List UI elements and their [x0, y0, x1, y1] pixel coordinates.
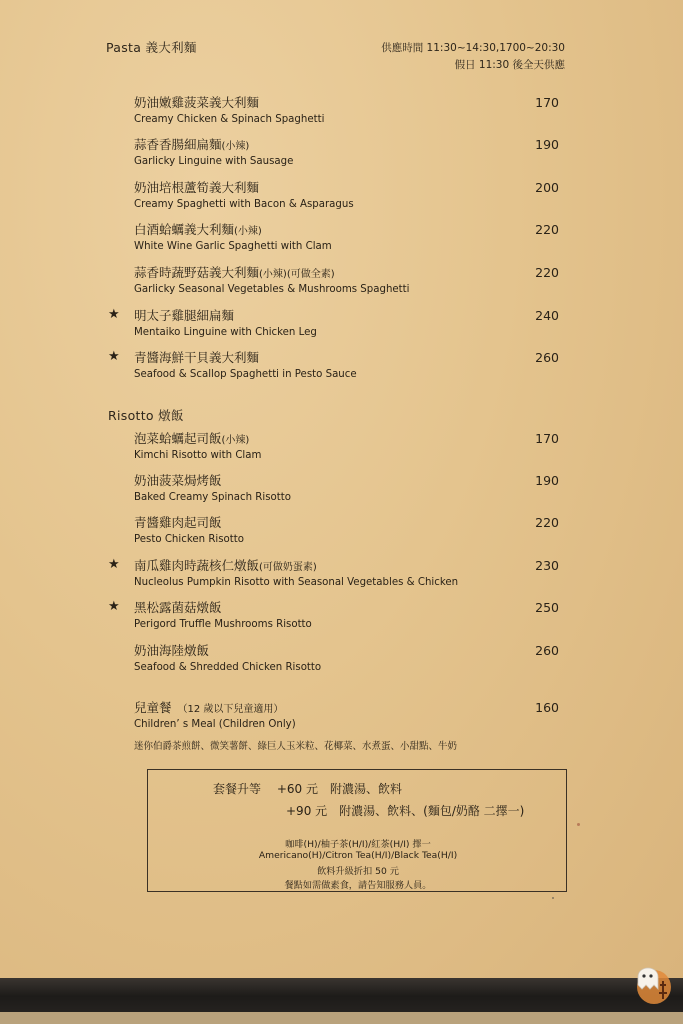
- pasta-item: [134, 350, 564, 382]
- pasta-item: [134, 95, 564, 127]
- kids-meal-zh: 兒童餐 （12 歲以下兒童適用）: [134, 700, 284, 715]
- risotto-item: [134, 431, 564, 463]
- pasta-item-zh: 奶油培根蘆筍義大利麵: [134, 180, 260, 195]
- risotto-item-price: 220: [535, 515, 559, 530]
- risotto-item-zh: 泡菜蛤蠣起司飯(小辣): [134, 431, 250, 446]
- pasta-item-en: White Wine Garlic Spaghetti with Clam: [134, 241, 332, 252]
- pasta-section-title: Pasta 義大利麵: [106, 40, 197, 55]
- pasta-item-price: 170: [535, 95, 559, 110]
- risotto-section-title: Risotto 燉飯: [108, 408, 184, 423]
- risotto-item-price: 250: [535, 600, 559, 615]
- risotto-item-en: Nucleolus Pumpkin Risotto with Seasonal Vegetables & Chicken: [134, 577, 459, 588]
- pasta-item-zh: 明太子雞腿細扁麵: [134, 308, 235, 323]
- ghost-watermark-logo: [632, 955, 672, 1007]
- pasta-item-price: 190: [535, 137, 559, 152]
- risotto-item-price: 260: [535, 643, 559, 658]
- pasta-item-zh: 蒜香香腸細扁麵(小辣): [134, 137, 250, 152]
- risotto-item-zh: 黑松露菌菇燉飯: [134, 600, 222, 615]
- signature-star-icon: ★: [108, 599, 120, 614]
- pasta-item: [134, 265, 564, 297]
- drink-discount: 飲料升級折扣 50 元: [317, 866, 399, 877]
- table-surface: [0, 1012, 683, 1024]
- pasta-item-en: Garlicky Seasonal Vegetables & Mushrooms Spaghetti: [134, 284, 410, 295]
- pasta-item: [134, 308, 564, 340]
- pasta-item: [134, 222, 564, 254]
- pasta-item-zh: 奶油嫩雞菠菜義大利麵: [134, 95, 260, 110]
- risotto-item-price: 230: [535, 558, 559, 573]
- pasta-item: [134, 180, 564, 212]
- risotto-item: [134, 643, 564, 675]
- upgrade-line-60: 套餐升等 +60 元 附濃湯、飲料: [213, 782, 402, 796]
- risotto-item-zh: 奶油海陸燉飯: [134, 643, 210, 658]
- pasta-item-zh: 蒜香時蔬野菇義大利麵(小辣)(可做全素): [134, 265, 335, 280]
- pasta-item-en: Creamy Chicken & Spinach Spaghetti: [134, 114, 325, 125]
- drink-options-zh: 咖啡(H)/柚子茶(H/I)/紅茶(H/I) 擇一: [285, 839, 431, 850]
- pasta-item-en: Garlicky Linguine with Sausage: [134, 156, 294, 167]
- kids-meal-price: 160: [535, 700, 559, 715]
- signature-star-icon: ★: [108, 557, 120, 572]
- pasta-item-price: 220: [535, 265, 559, 280]
- serving-hours: 供應時間 11:30~14:30,1700~20:30: [381, 42, 565, 54]
- set-upgrade-box: [147, 769, 567, 892]
- paper-speck: [577, 823, 580, 826]
- signature-star-icon: ★: [108, 307, 120, 322]
- risotto-item-en: Kimchi Risotto with Clam: [134, 450, 262, 461]
- risotto-item-price: 190: [535, 473, 559, 488]
- upgrade-line-90: +90 元 附濃湯、飲料、(麵包/奶酪 二擇一): [286, 804, 525, 818]
- paper-speck: [552, 897, 554, 899]
- pasta-item-price: 220: [535, 222, 559, 237]
- risotto-item: [134, 600, 564, 632]
- drink-options-en: Americano(H)/Citron Tea(H/I)/Black Tea(H/I): [258, 850, 458, 861]
- pasta-item: [134, 137, 564, 169]
- pasta-item-zh: 青醬海鮮干貝義大利麵: [134, 350, 260, 365]
- pasta-item-en: Mentaiko Linguine with Chicken Leg: [134, 327, 317, 338]
- pasta-item-price: 240: [535, 308, 559, 323]
- kids-meal-item: [134, 700, 564, 732]
- vegetarian-note: 餐點如需做素食，請告知服務人員。: [284, 880, 432, 891]
- risotto-item-en: Baked Creamy Spinach Risotto: [134, 492, 291, 503]
- risotto-item: [134, 515, 564, 547]
- kids-meal-contents: 迷你伯爵茶煎餅、微笑薯餅、綠巨人玉米粒、花椰菜、水煮蛋、小甜點、牛奶: [134, 741, 458, 752]
- kids-meal-en: Children’ s Meal (Children Only): [134, 719, 296, 730]
- pasta-item-price: 260: [535, 350, 559, 365]
- risotto-item: [134, 473, 564, 505]
- signature-star-icon: ★: [108, 349, 120, 364]
- risotto-item-price: 170: [535, 431, 559, 446]
- holiday-hours: 假日 11:30 後全天供應: [454, 59, 565, 71]
- risotto-item-en: Seafood & Shredded Chicken Risotto: [134, 662, 322, 673]
- risotto-item-zh: 青醬雞肉起司飯: [134, 515, 222, 530]
- risotto-item: [134, 558, 564, 590]
- risotto-item-en: Pesto Chicken Risotto: [134, 534, 244, 545]
- risotto-item-zh: 南瓜雞肉時蔬核仁燉飯(可做奶蛋素): [134, 558, 317, 573]
- pasta-item-price: 200: [535, 180, 559, 195]
- risotto-item-en: Perigord Truffle Mushrooms Risotto: [134, 619, 312, 630]
- risotto-item-zh: 奶油菠菜焗烤飯: [134, 473, 222, 488]
- pasta-item-en: Seafood & Scallop Spaghetti in Pesto Sauce: [134, 369, 357, 380]
- pasta-item-en: Creamy Spaghetti with Bacon & Asparagus: [134, 199, 354, 210]
- pasta-item-zh: 白酒蛤蠣義大利麵(小辣): [134, 222, 262, 237]
